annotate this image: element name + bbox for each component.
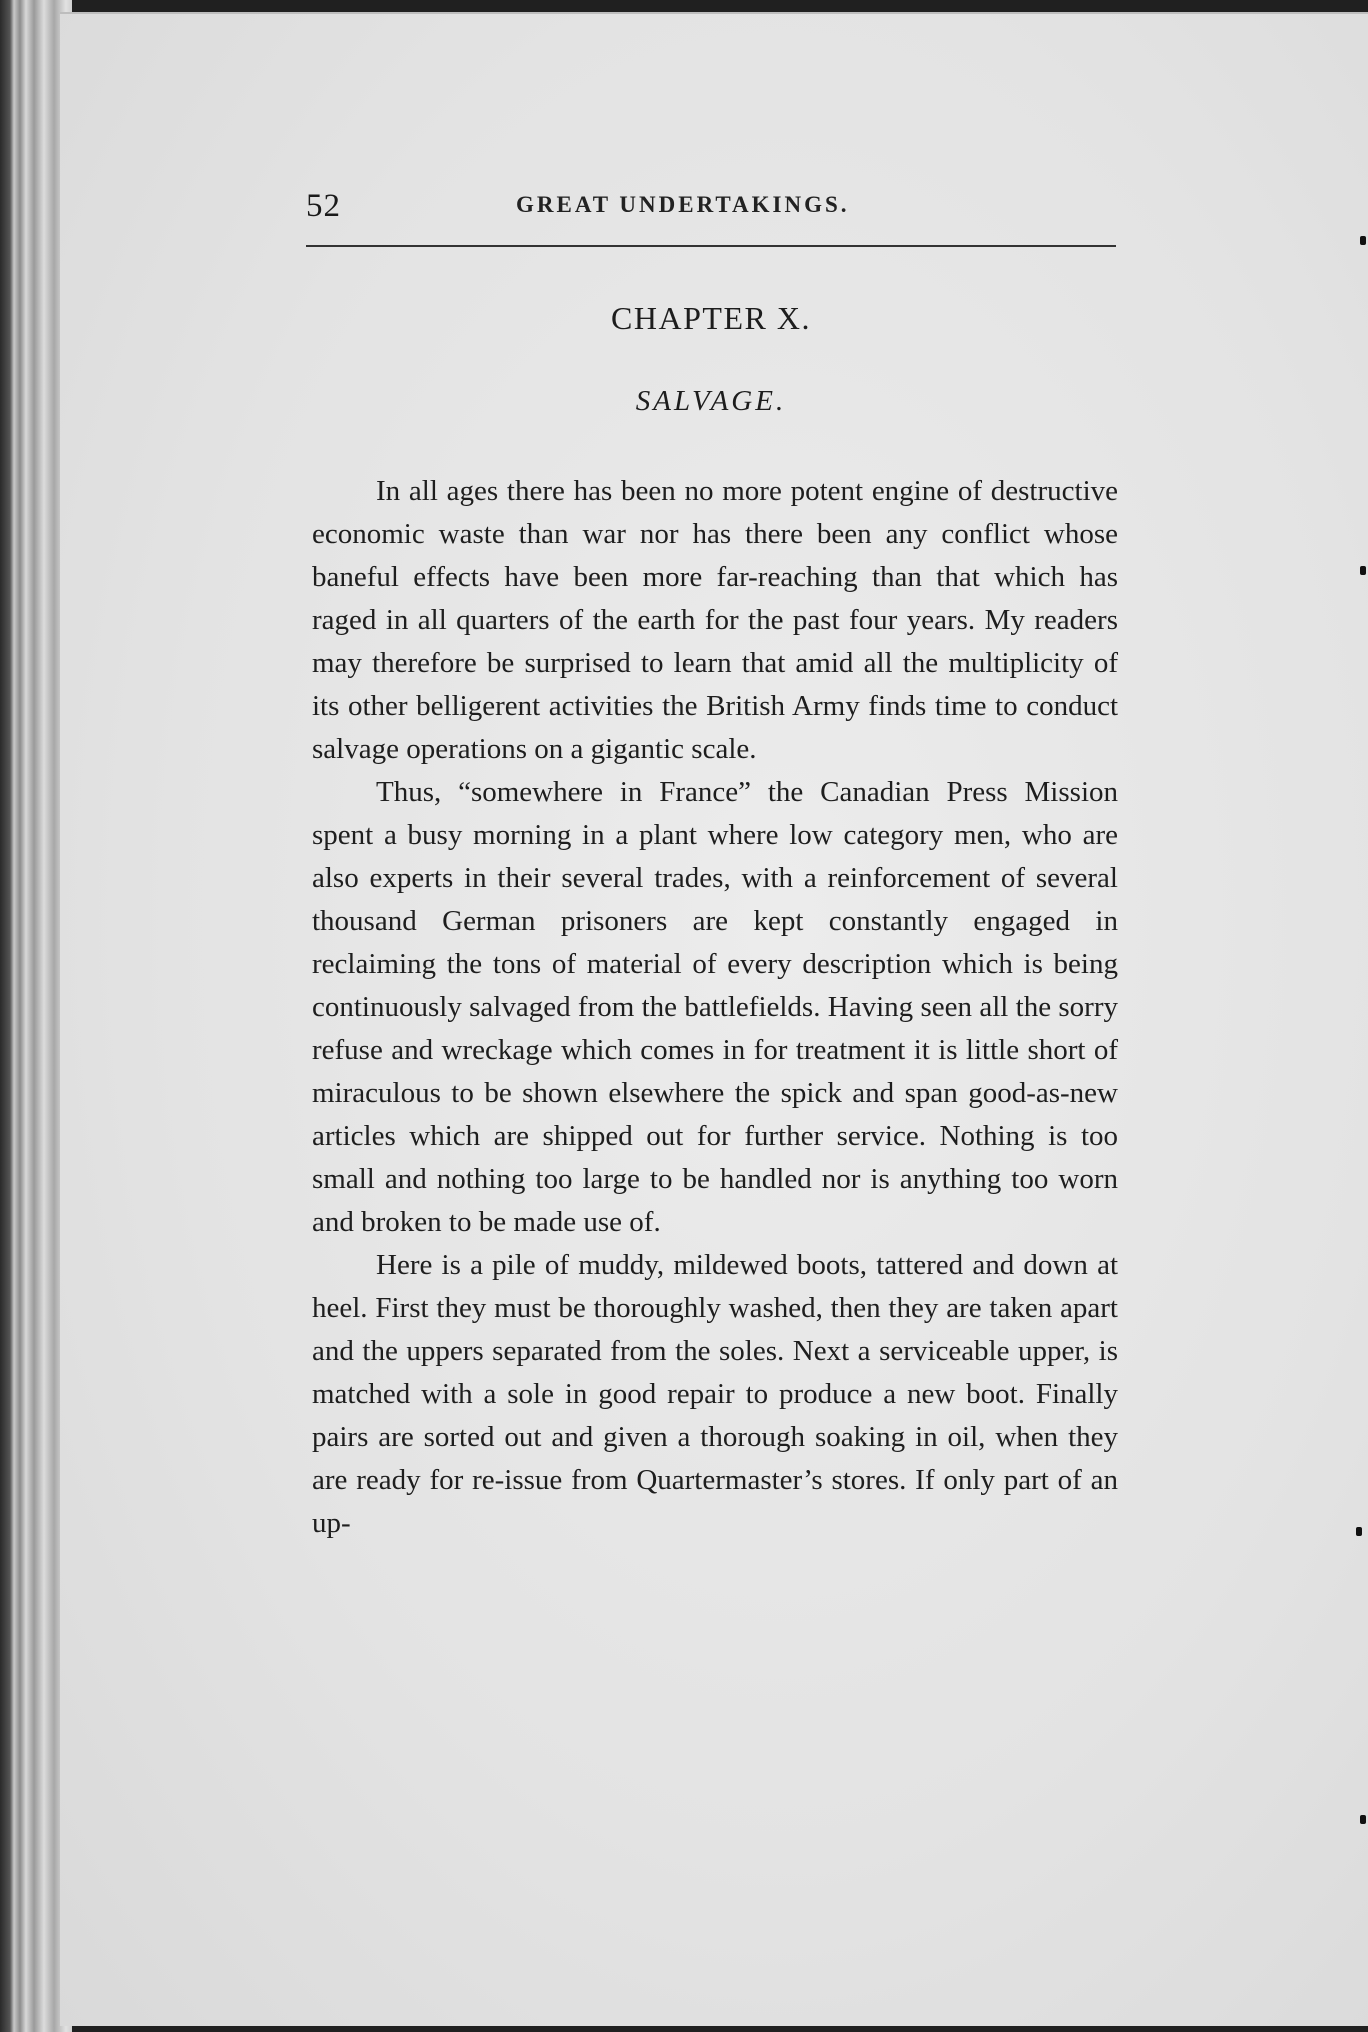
section-title: SALVAGE.	[635, 385, 787, 417]
page-header	[306, 188, 1116, 238]
scan-speck	[1356, 1527, 1362, 1536]
chapter-title: CHAPTER X.	[611, 300, 811, 336]
scan-speck	[1360, 236, 1366, 245]
paragraph: In all ages there has been no more potent engine of destructive economic waste than war nor has there been any conflict whose baneful effects have been more far-reaching than that which has raged in all quarters of the earth for the past four years. My readers may therefore be surprised to learn that amid all the multiplicity of its other belligerent activities the British Army finds time to conduct salvage operations on a gigantic scale.	[312, 475, 1118, 765]
scan-speck	[1360, 1815, 1366, 1824]
page-number: 52	[306, 188, 341, 224]
body-text	[312, 470, 1118, 1545]
header-rule	[306, 245, 1116, 247]
scan-speck	[1360, 566, 1366, 575]
paragraph: Thus, “somewhere in France” the Canadian Press Mission spent a busy morning in a plant where low category men, who are also experts in their several trades, with a reinforcement of several thousand German prisoners are kept constantly engaged in reclaiming the tons of material of every description which is being continuously salvaged from the battlefields. Having seen all the sorry refuse and wreckage which comes in for treatment it is little short of miraculous to be shown elsewhere the spick and span good-as-new articles which are shipped out for further service. Nothing is too small and nothing too large to be handled nor is anything too worn and broken to be made use of.	[312, 776, 1118, 1238]
running-head: GREAT UNDERTAKINGS.	[516, 192, 850, 217]
paragraph: Here is a pile of muddy, mildewed boots, tattered and down at heel. First they must be thoroughly washed, then they are taken apart and the uppers separated from the soles. Next a serviceable upper, is matched with a sole in good repair to produce a new boot. Finally pairs are sorted out and given a thorough soaking in oil, when they are ready for re-issue from Quartermaster’s stores. If only part of an up-	[312, 1249, 1118, 1539]
